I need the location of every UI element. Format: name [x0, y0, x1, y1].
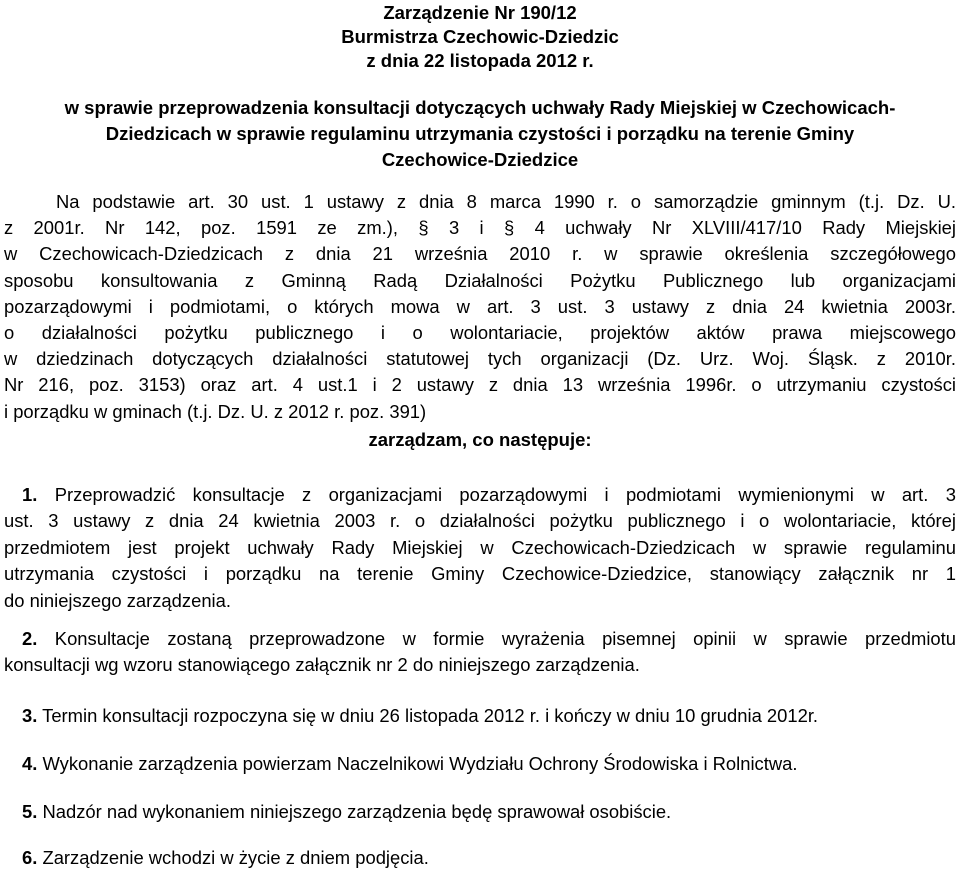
paragraph-line [4, 799, 956, 825]
paragraph-text: Nadzór nad wykonaniem niniejszego zarządzenia będę sprawował osobiście. [42, 801, 672, 822]
paragraph-number: 2. [22, 628, 38, 649]
subject-line: Dziedzicach w sprawie regulaminu utrzymania czystości i porządku na terenie Gminy [105, 123, 855, 144]
paragraph-number: 1. [22, 484, 38, 505]
paragraph-number: 3. [22, 705, 38, 726]
preamble-line: Nr 216, poz. 3153) oraz art. 4 ust.1 i 2 ustawy z dnia 13 września 1996r. o utrzymaniu czystości [4, 374, 956, 396]
paragraph-text: Wykonanie zarządzenia powierzam Naczelnikowi Wydziału Ochrony Środowiska i Rolnictwa. [42, 753, 798, 774]
paragraph-5 [4, 799, 956, 825]
preamble-line: z 2001r. Nr 142, poz. 1591 ze zm.), § 3 i § 4 uchwały Nr XLVIII/417/10 Rady Miejskiej [4, 217, 956, 239]
paragraph-4 [4, 751, 956, 777]
paragraph-line: utrzymania czystości i porządku na terenie Gminy Czechowice-Dziedzice, stanowiący załącznik nr 1 [4, 563, 956, 585]
document-title: Zarządzenie Nr 190/12 [383, 2, 577, 23]
paragraph-6 [4, 845, 956, 871]
paragraph-1 [4, 482, 956, 614]
preamble-line: pozarządowymi i podmiotami, o których mowa w art. 3 ust. 3 ustawy z dnia 24 kwietnia 2003r. [4, 295, 956, 317]
preamble-line: w Czechowicach-Dziedzicach z dnia 21 września 2010 r. w sprawie określenia szczegółowego [4, 243, 956, 265]
paragraph-line: przedmiotem jest projekt uchwały Rady Miejskiej w Czechowicach-Dziedzicach w sprawie regulaminu [4, 536, 956, 558]
paragraph-number: 6. [22, 847, 38, 868]
document-subject [4, 95, 956, 173]
subject-line: Czechowice-Dziedzice [381, 149, 579, 170]
paragraph-text: Termin konsultacji rozpoczyna się w dniu 26 listopada 2012 r. i kończy w dniu 10 grudnia 2012r. [42, 705, 819, 726]
paragraph-line: konsultacji wg wzoru stanowiącego załącznik nr 2 do niniejszego zarządzenia. [4, 654, 640, 676]
paragraph-line [4, 482, 956, 508]
document-header [0, 1, 960, 73]
legal-basis-paragraph [4, 189, 956, 425]
preamble-line: Na podstawie art. 30 ust. 1 ustawy z dnia 8 marca 1990 r. o samorządzie gminnym (t.j. Dz. U. [56, 191, 956, 212]
paragraph-text: Przeprowadzić konsultacje z organizacjami pozarządowymi i podmiotami wymienionymi w art. 3 [54, 484, 956, 505]
preamble-line: i porządku w gminach (t.j. Dz. U. z 2012 r. poz. 391) [4, 400, 427, 422]
paragraph-line: ust. 3 ustawy z dnia 24 kwietnia 2003 r. o działalności pożytku publicznego i o wolontariacie, której [4, 510, 956, 532]
paragraph-line [4, 626, 956, 652]
decree-heading: zarządzam, co następuje: [368, 429, 592, 450]
paragraph-number: 4. [22, 753, 38, 774]
paragraph-text: Konsultacje zostaną przeprowadzone w formie wyrażenia pisemnej opinii w sprawie przedmiotu [54, 628, 956, 649]
document-date: z dnia 22 listopada 2012 r. [366, 50, 594, 71]
paragraph-number: 5. [22, 801, 38, 822]
paragraph-line [4, 751, 956, 777]
preamble-line: w dziedzinach dotyczących działalności statutowej tych organizacji (Dz. Urz. Woj. Śląsk. z 2010r. [4, 348, 956, 370]
preamble-line: sposobu konsultowania z Gminną Radą Działalności Pożytku Publicznego lub organizacjami [4, 269, 956, 291]
paragraph-line [4, 845, 956, 871]
document-issuer: Burmistrza Czechowic-Dziedzic [341, 26, 619, 47]
subject-line: w sprawie przeprowadzenia konsultacji dotyczących uchwały Rady Miejskiej w Czechowicach- [64, 97, 896, 118]
preamble-line: o działalności pożytku publicznego i o wolontariacie, projektów aktów prawa miejscowego [4, 322, 956, 344]
paragraph-3 [4, 703, 956, 729]
paragraph-line: do niniejszego zarządzenia. [4, 589, 231, 611]
paragraph-line [4, 703, 956, 729]
paragraph-text: Zarządzenie wchodzi w życie z dniem podjęcia. [42, 847, 429, 868]
paragraph-2 [4, 626, 956, 679]
